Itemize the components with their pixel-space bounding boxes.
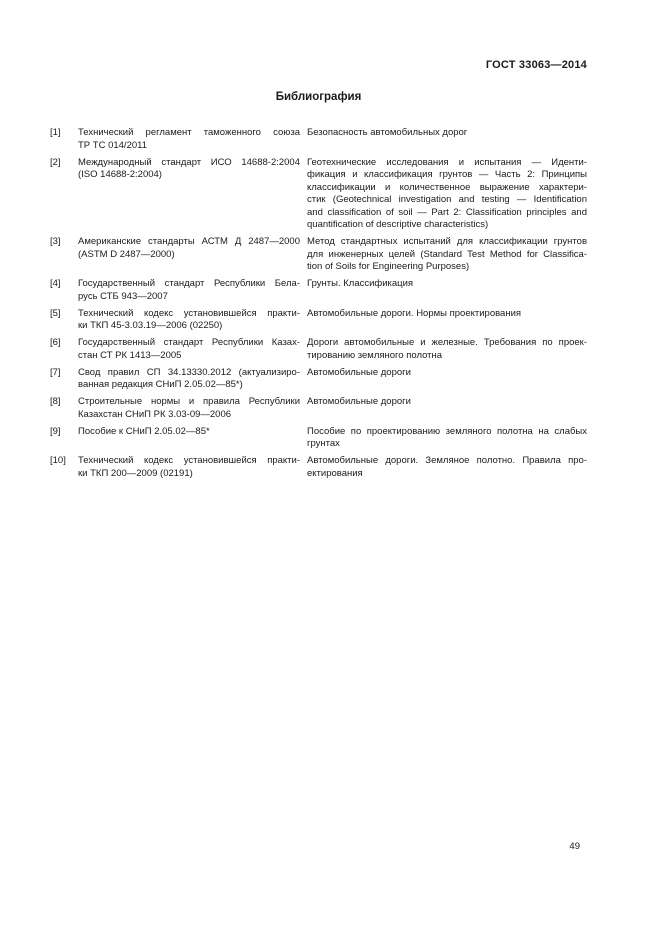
entry-number: [3]	[50, 236, 61, 247]
bibliography-entry	[50, 396, 587, 421]
bibliography-entry	[50, 367, 587, 392]
text-line: Свод правил СП 34.13330.2012 (актуализиро-	[78, 366, 300, 378]
entry-number: [2]	[50, 156, 61, 168]
text-line: ванная редакция СНиП 2.05.02—85*)	[78, 379, 243, 390]
text-line: Пособие по проектированию земляного полотна на слабых	[307, 425, 587, 437]
text-line: ТР ТС 014/2011	[78, 139, 148, 151]
entry-number: [9]	[50, 425, 61, 437]
entry-reference	[78, 396, 300, 421]
text-line: Автомобильные дороги. Нормы проектирования	[307, 307, 522, 319]
text-line: Метод стандартных испытаний для классификации грунтов	[307, 236, 587, 247]
text-line: Дороги автомобильные и железные. Требования по проек-	[307, 337, 587, 348]
entry-reference	[78, 157, 300, 182]
text-line: Грунты. Классификация	[307, 278, 414, 289]
entry-description	[307, 308, 587, 321]
entry-reference	[78, 127, 300, 152]
entry-number: [4]	[50, 278, 61, 289]
text-line: Американские стандарты АСТМ Д 2487—2000	[78, 236, 300, 247]
text-line: Государственный стандарт Республики Бела-	[78, 278, 300, 289]
text-line: Безопасность автомобильных дорог	[307, 127, 468, 138]
entry-reference	[78, 308, 300, 333]
entry-reference	[78, 337, 300, 362]
entry-description	[307, 455, 587, 480]
entry-reference	[78, 426, 300, 439]
page-number: 49	[569, 841, 580, 852]
text-line: and classification of soil — Part 2: Classification principles and	[307, 206, 587, 218]
bibliography-entry	[50, 236, 587, 274]
text-line: стан СТ РК 1413—2005	[78, 349, 182, 361]
page-title: Библиография	[275, 91, 362, 103]
text-line: ки ТКП 45-3.03.19—2006 (02250)	[78, 320, 223, 331]
entry-number: [1]	[50, 127, 61, 138]
entry-description	[307, 157, 587, 232]
entry-description	[307, 278, 587, 291]
text-line: Пособие к СНиП 2.05.02—85*	[78, 425, 210, 437]
bibliography-entry	[50, 455, 587, 480]
text-line: Автомобильные дороги. Земляное полотно. Правила про-	[307, 455, 587, 466]
text-line: Технический кодекс установившейся практи-	[78, 455, 300, 466]
bibliography-entry	[50, 308, 587, 333]
text-line: Казахстан СНиП РК 3.03-09—2006	[78, 408, 232, 420]
bibliography-entry	[50, 337, 587, 362]
text-line: Технический кодекс установившейся практи-	[78, 307, 300, 319]
entry-description	[307, 337, 587, 362]
text-line: Строительные нормы и правила Республики	[78, 396, 300, 407]
text-line: Технический регламент таможенного союза	[78, 127, 300, 138]
entry-description	[307, 127, 587, 140]
entry-number: [5]	[50, 307, 61, 319]
entry-description	[307, 367, 587, 380]
text-line: ектирования	[307, 467, 363, 479]
running-header	[50, 59, 587, 72]
entry-description	[307, 396, 587, 409]
text-line: для инженерных целей (Standard Test Method for Classifica-	[307, 248, 587, 260]
entry-number: [7]	[50, 366, 61, 378]
text-line: tion of Soils for Engineering Purposes)	[307, 261, 470, 272]
bibliography-list	[50, 127, 587, 485]
page-footer	[50, 841, 580, 853]
entry-reference	[78, 367, 300, 392]
text-line: стик (Geotechnical investigation and testing — Identification	[307, 194, 587, 205]
entry-description	[307, 426, 587, 451]
entry-number: [6]	[50, 337, 61, 348]
entry-reference	[78, 278, 300, 303]
text-line: русь СТБ 943—2007	[78, 290, 168, 302]
text-line: quantification of descriptive characteristics)	[307, 219, 489, 230]
text-line: фикация и классификация грунтов — Часть 2: Принципы	[307, 169, 587, 180]
entry-description	[307, 236, 587, 274]
bibliography-entry	[50, 278, 587, 303]
text-line: Геотехнические исследования и испытания — Иденти-	[307, 156, 587, 168]
text-line: (ISO 14688-2:2004)	[78, 169, 162, 180]
text-line: Автомобильные дороги	[307, 366, 411, 378]
entry-reference	[78, 236, 300, 261]
bibliography-entry	[50, 426, 587, 451]
text-line: Автомобильные дороги	[307, 396, 411, 407]
text-line: ки ТКП 200—2009 (02191)	[78, 467, 193, 479]
standard-number: ГОСТ 33063—2014	[485, 59, 587, 71]
entry-number: [8]	[50, 396, 61, 407]
text-line: классификации и количественное выражение характери-	[307, 181, 587, 193]
entry-reference	[78, 455, 300, 480]
bibliography-entry	[50, 127, 587, 152]
text-line: Международный стандарт ИСО 14688-2:2004	[78, 156, 300, 168]
text-line: тированию земляного полотна	[307, 349, 443, 361]
bibliography-entry	[50, 157, 587, 232]
text-line: Государственный стандарт Республики Казах-	[78, 337, 300, 348]
text-line: грунтах	[307, 438, 340, 449]
entry-number: [10]	[50, 455, 66, 466]
text-line: (ASTM D 2487—2000)	[78, 248, 175, 260]
